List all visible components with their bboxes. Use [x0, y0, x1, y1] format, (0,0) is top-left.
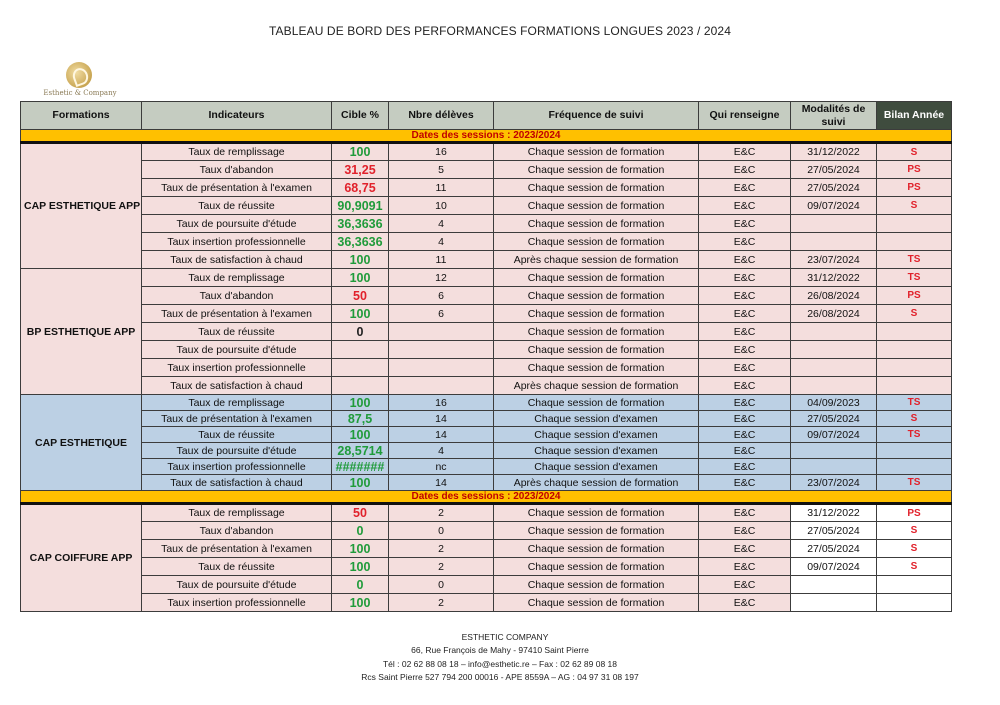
bilan-cell: S: [877, 558, 952, 576]
frequence-cell: Chaque session de formation: [494, 179, 699, 197]
cible-cell: 100: [332, 305, 389, 323]
frequence-cell: Chaque session d'examen: [494, 459, 699, 475]
modalite-cell: 23/07/2024: [791, 251, 877, 269]
cible-cell: 100: [332, 269, 389, 287]
indicator-cell: Taux de poursuite d'étude: [142, 341, 332, 359]
eleves-cell: [389, 341, 494, 359]
eleves-cell: 5: [389, 161, 494, 179]
frequence-cell: Chaque session d'examen: [494, 411, 699, 427]
indicator-cell: Taux de remplissage: [142, 143, 332, 161]
session-separator-row: [21, 130, 952, 143]
frequence-cell: Chaque session de formation: [494, 143, 699, 161]
cible-cell: 50: [332, 504, 389, 522]
indicator-cell: Taux insertion professionnelle: [142, 359, 332, 377]
indicator-cell: Taux d'abandon: [142, 161, 332, 179]
modalite-cell: 27/05/2024: [791, 161, 877, 179]
cible-cell: 28,5714: [332, 443, 389, 459]
frequence-cell: Chaque session de formation: [494, 269, 699, 287]
eleves-cell: nc: [389, 459, 494, 475]
eleves-cell: 2: [389, 594, 494, 612]
modalite-cell: 27/05/2024: [791, 411, 877, 427]
qui-renseigne-cell: E&C: [699, 251, 791, 269]
cible-cell: 87,5: [332, 411, 389, 427]
cible-cell: 100: [332, 594, 389, 612]
indicator-cell: Taux de présentation à l'examen: [142, 179, 332, 197]
eleves-cell: 16: [389, 143, 494, 161]
qui-renseigne-cell: E&C: [699, 323, 791, 341]
cible-cell: [332, 377, 389, 395]
table-row: [21, 594, 952, 612]
bilan-cell: TS: [877, 475, 952, 491]
cible-cell: 100: [332, 251, 389, 269]
cible-cell: #######: [332, 459, 389, 475]
eleves-cell: [389, 377, 494, 395]
qui-renseigne-cell: E&C: [699, 359, 791, 377]
cible-cell: 0: [332, 576, 389, 594]
table-row: [21, 558, 952, 576]
header-modalites: Modalités de suivi: [791, 102, 877, 130]
cible-cell: 36,3636: [332, 233, 389, 251]
qui-renseigne-cell: E&C: [699, 576, 791, 594]
modalite-cell: [791, 459, 877, 475]
modalite-cell: [791, 359, 877, 377]
frequence-cell: Chaque session d'examen: [494, 427, 699, 443]
indicator-cell: Taux de remplissage: [142, 269, 332, 287]
eleves-cell: 2: [389, 504, 494, 522]
table-row: [21, 179, 952, 197]
bilan-cell: PS: [877, 504, 952, 522]
table-row: [21, 251, 952, 269]
indicator-cell: Taux de satisfaction à chaud: [142, 251, 332, 269]
session-separator: Dates des sessions : 2023/2024: [21, 130, 952, 143]
eleves-cell: 0: [389, 522, 494, 540]
bilan-cell: [877, 341, 952, 359]
qui-renseigne-cell: E&C: [699, 459, 791, 475]
bilan-cell: TS: [877, 395, 952, 411]
qui-renseigne-cell: E&C: [699, 161, 791, 179]
indicator-cell: Taux de poursuite d'étude: [142, 443, 332, 459]
table-row: [21, 323, 952, 341]
table-row: [21, 475, 952, 491]
eleves-cell: 12: [389, 269, 494, 287]
qui-renseigne-cell: E&C: [699, 504, 791, 522]
qui-renseigne-cell: E&C: [699, 143, 791, 161]
cible-cell: 100: [332, 475, 389, 491]
frequence-cell: Après chaque session de formation: [494, 377, 699, 395]
bilan-cell: PS: [877, 287, 952, 305]
frequence-cell: Chaque session de formation: [494, 305, 699, 323]
modalite-cell: [791, 576, 877, 594]
cible-cell: 68,75: [332, 179, 389, 197]
indicator-cell: Taux de poursuite d'étude: [142, 576, 332, 594]
qui-renseigne-cell: E&C: [699, 411, 791, 427]
bilan-cell: [877, 459, 952, 475]
bilan-cell: [877, 215, 952, 233]
cible-cell: 0: [332, 323, 389, 341]
qui-renseigne-cell: E&C: [699, 341, 791, 359]
cible-cell: [332, 341, 389, 359]
table-row: [21, 576, 952, 594]
formation-cell: CAP COIFFURE APP: [21, 504, 142, 612]
bilan-cell: [877, 359, 952, 377]
indicator-cell: Taux de remplissage: [142, 504, 332, 522]
frequence-cell: Après chaque session de formation: [494, 475, 699, 491]
bilan-cell: TS: [877, 269, 952, 287]
bilan-cell: S: [877, 540, 952, 558]
cible-cell: 0: [332, 522, 389, 540]
indicator-cell: Taux d'abandon: [142, 287, 332, 305]
bilan-cell: [877, 233, 952, 251]
header-nbre-eleves: Nbre délèves: [389, 102, 494, 130]
bilan-cell: PS: [877, 179, 952, 197]
qui-renseigne-cell: E&C: [699, 197, 791, 215]
bilan-cell: S: [877, 305, 952, 323]
header-frequence: Fréquence de suivi: [494, 102, 699, 130]
bilan-cell: [877, 594, 952, 612]
footer-address: 66, Rue François de Mahy - 97410 Saint Pierre: [411, 645, 589, 655]
indicator-cell: Taux de poursuite d'étude: [142, 215, 332, 233]
logo-text: Esthetic & Company: [43, 89, 117, 97]
eleves-cell: 14: [389, 475, 494, 491]
indicator-cell: Taux insertion professionnelle: [142, 594, 332, 612]
cible-cell: 100: [332, 540, 389, 558]
eleves-cell: [389, 359, 494, 377]
indicator-cell: Taux de réussite: [142, 323, 332, 341]
eleves-cell: 0: [389, 576, 494, 594]
frequence-cell: Chaque session de formation: [494, 197, 699, 215]
qui-renseigne-cell: E&C: [699, 233, 791, 251]
table-row: [21, 395, 952, 411]
modalite-cell: [791, 594, 877, 612]
qui-renseigne-cell: E&C: [699, 594, 791, 612]
footer-contact: Tél : 02 62 88 08 18 – info@esthetic.re – Fax : 02 62 89 08 18: [382, 659, 618, 669]
frequence-cell: Chaque session de formation: [494, 161, 699, 179]
eleves-cell: 16: [389, 395, 494, 411]
qui-renseigne-cell: E&C: [699, 395, 791, 411]
eleves-cell: 10: [389, 197, 494, 215]
modalite-cell: 09/07/2024: [791, 558, 877, 576]
qui-renseigne-cell: E&C: [699, 215, 791, 233]
table-row: [21, 305, 952, 323]
frequence-cell: Chaque session de formation: [494, 359, 699, 377]
eleves-cell: 2: [389, 558, 494, 576]
bilan-cell: TS: [877, 427, 952, 443]
eleves-cell: 2: [389, 540, 494, 558]
indicator-cell: Taux de présentation à l'examen: [142, 411, 332, 427]
table-row: [21, 197, 952, 215]
modalite-cell: 31/12/2022: [791, 504, 877, 522]
modalite-cell: 27/05/2024: [791, 179, 877, 197]
cible-cell: 36,3636: [332, 215, 389, 233]
modalite-cell: [791, 233, 877, 251]
table-row: [21, 287, 952, 305]
table-row: [21, 377, 952, 395]
table-row: [21, 540, 952, 558]
eleves-cell: 14: [389, 427, 494, 443]
cible-cell: 90,9091: [332, 197, 389, 215]
table-row: [21, 161, 952, 179]
eleves-cell: 6: [389, 287, 494, 305]
qui-renseigne-cell: E&C: [699, 377, 791, 395]
qui-renseigne-cell: E&C: [699, 287, 791, 305]
modalite-cell: 26/08/2024: [791, 287, 877, 305]
frequence-cell: Chaque session de formation: [494, 540, 699, 558]
bilan-cell: S: [877, 197, 952, 215]
bilan-cell: PS: [877, 161, 952, 179]
cible-cell: 31,25: [332, 161, 389, 179]
table-row: [21, 427, 952, 443]
indicator-cell: Taux insertion professionnelle: [142, 459, 332, 475]
modalite-cell: [791, 215, 877, 233]
qui-renseigne-cell: E&C: [699, 427, 791, 443]
frequence-cell: Chaque session de formation: [494, 215, 699, 233]
qui-renseigne-cell: E&C: [699, 305, 791, 323]
eleves-cell: 4: [389, 215, 494, 233]
table-row: [21, 215, 952, 233]
bilan-cell: S: [877, 522, 952, 540]
indicator-cell: Taux de remplissage: [142, 395, 332, 411]
indicator-cell: Taux de réussite: [142, 197, 332, 215]
bilan-cell: [877, 323, 952, 341]
company-logo: [40, 62, 120, 98]
table-header-row: [21, 102, 952, 130]
table-row: [21, 459, 952, 475]
indicator-cell: Taux d'abandon: [142, 522, 332, 540]
frequence-cell: Chaque session de formation: [494, 287, 699, 305]
qui-renseigne-cell: E&C: [699, 522, 791, 540]
qui-renseigne-cell: E&C: [699, 443, 791, 459]
footer-legal: Rcs Saint Pierre 527 794 200 00016 - APE 8559A – AG : 04 97 31 08 197: [361, 672, 639, 682]
table-body: [21, 130, 952, 612]
eleves-cell: 4: [389, 443, 494, 459]
frequence-cell: Chaque session de formation: [494, 323, 699, 341]
modalite-cell: 09/07/2024: [791, 197, 877, 215]
qui-renseigne-cell: E&C: [699, 540, 791, 558]
eleves-cell: 4: [389, 233, 494, 251]
footer-company: ESTHETIC COMPANY: [461, 632, 549, 642]
formation-cell: CAP ESTHETIQUE: [21, 395, 142, 491]
eleves-cell: 6: [389, 305, 494, 323]
frequence-cell: Chaque session de formation: [494, 522, 699, 540]
table-row: [21, 504, 952, 522]
frequence-cell: Chaque session de formation: [494, 233, 699, 251]
page-title: TABLEAU DE BORD DES PERFORMANCES FORMATIONS LONGUES 2023 / 2024: [269, 24, 731, 38]
cible-cell: 100: [332, 143, 389, 161]
cible-cell: 100: [332, 558, 389, 576]
table-row: [21, 411, 952, 427]
bilan-cell: [877, 576, 952, 594]
modalite-cell: 26/08/2024: [791, 305, 877, 323]
modalite-cell: [791, 377, 877, 395]
session-separator: Dates des sessions : 2023/2024: [21, 491, 952, 504]
table-row: [21, 233, 952, 251]
qui-renseigne-cell: E&C: [699, 475, 791, 491]
indicator-cell: Taux de présentation à l'examen: [142, 305, 332, 323]
bilan-cell: [877, 443, 952, 459]
modalite-cell: 09/07/2024: [791, 427, 877, 443]
modalite-cell: 27/05/2024: [791, 540, 877, 558]
eleves-cell: 11: [389, 251, 494, 269]
indicator-cell: Taux de réussite: [142, 427, 332, 443]
table-row: [21, 522, 952, 540]
frequence-cell: Chaque session de formation: [494, 395, 699, 411]
modalite-cell: [791, 323, 877, 341]
bilan-cell: S: [877, 411, 952, 427]
modalite-cell: 31/12/2022: [791, 269, 877, 287]
eleves-cell: 14: [389, 411, 494, 427]
modalite-cell: 27/05/2024: [791, 522, 877, 540]
table-row: [21, 269, 952, 287]
frequence-cell: Chaque session de formation: [494, 558, 699, 576]
bilan-cell: [877, 377, 952, 395]
header-cible: Cible %: [332, 102, 389, 130]
frequence-cell: Chaque session de formation: [494, 594, 699, 612]
header-bilan: Bilan Année: [877, 102, 952, 130]
header-qui-renseigne: Qui renseigne: [699, 102, 791, 130]
modalite-cell: 04/09/2023: [791, 395, 877, 411]
modalite-cell: 23/07/2024: [791, 475, 877, 491]
modalite-cell: 31/12/2022: [791, 143, 877, 161]
frequence-cell: Chaque session de formation: [494, 576, 699, 594]
bilan-cell: TS: [877, 251, 952, 269]
cible-cell: 100: [332, 427, 389, 443]
header-formations: Formations: [21, 102, 142, 130]
table-row: [21, 341, 952, 359]
qui-renseigne-cell: E&C: [699, 269, 791, 287]
cible-cell: 50: [332, 287, 389, 305]
modalite-cell: [791, 443, 877, 459]
logo-mark-icon: [66, 62, 92, 88]
header-indicateurs: Indicateurs: [142, 102, 332, 130]
session-separator-row: [21, 491, 952, 504]
bilan-cell: S: [877, 143, 952, 161]
indicator-cell: Taux insertion professionnelle: [142, 233, 332, 251]
formation-cell: CAP ESTHETIQUE APP: [21, 143, 142, 269]
table-row: [21, 359, 952, 377]
indicator-cell: Taux de satisfaction à chaud: [142, 377, 332, 395]
cible-cell: 100: [332, 395, 389, 411]
indicator-cell: Taux de satisfaction à chaud: [142, 475, 332, 491]
frequence-cell: Après chaque session de formation: [494, 251, 699, 269]
frequence-cell: Chaque session de formation: [494, 341, 699, 359]
indicator-cell: Taux de présentation à l'examen: [142, 540, 332, 558]
table-row: [21, 443, 952, 459]
modalite-cell: [791, 341, 877, 359]
eleves-cell: 11: [389, 179, 494, 197]
formation-cell: BP ESTHETIQUE APP: [21, 269, 142, 395]
frequence-cell: Chaque session d'examen: [494, 443, 699, 459]
performance-table: [20, 101, 952, 612]
table-row: [21, 143, 952, 161]
frequence-cell: Chaque session de formation: [494, 504, 699, 522]
qui-renseigne-cell: E&C: [699, 179, 791, 197]
cible-cell: [332, 359, 389, 377]
qui-renseigne-cell: E&C: [699, 558, 791, 576]
indicator-cell: Taux de réussite: [142, 558, 332, 576]
eleves-cell: [389, 323, 494, 341]
